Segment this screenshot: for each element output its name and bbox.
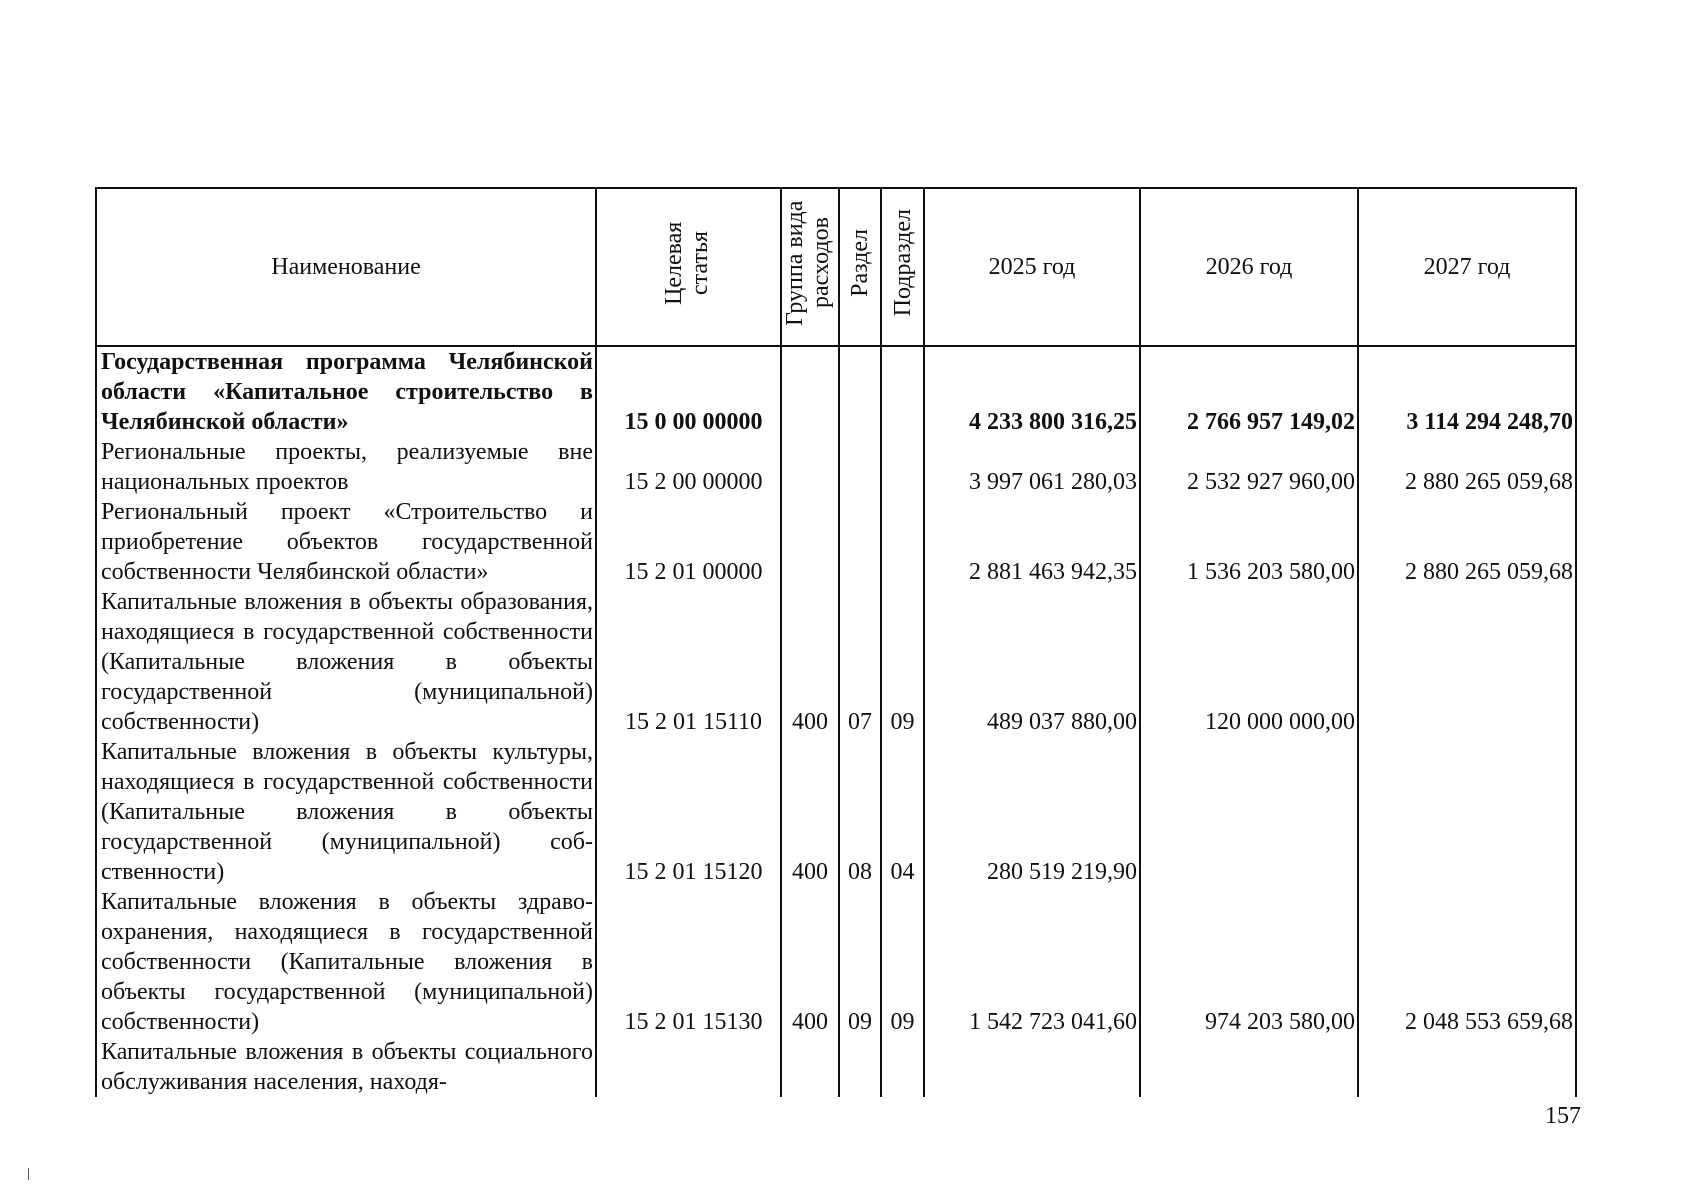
- header-year-2026-label: 2026 год: [1205, 254, 1293, 280]
- row-amount-2026: 2 532 927 960,00: [1140, 437, 1358, 497]
- row-target-article: 15 2 01 15130: [596, 887, 781, 1037]
- row-amount-2027: [1358, 587, 1576, 737]
- row-target-article: 15 0 00 00000: [596, 346, 781, 437]
- row-amount-2027: [1358, 1037, 1576, 1097]
- row-subsection: [881, 1037, 924, 1097]
- row-target-article: 15 2 01 15110: [596, 587, 781, 737]
- table-row: [96, 346, 1576, 437]
- table-row: [96, 1037, 1576, 1097]
- row-expense-group: [781, 346, 839, 437]
- row-name: Капитальные вложения в объекты социального обслуживания населения, находя-: [96, 1037, 596, 1097]
- row-name: Государственная программа Челябинской области «Капитальное строительство в Челябинской области»: [96, 346, 596, 437]
- row-subsection: 09: [881, 887, 924, 1037]
- row-target-article: [596, 1037, 781, 1097]
- row-name: Капитальные вложения в объекты здравоохранения, находящиеся в государственной собственности (Капитальные вложения в объекты государственной (муниципальной) собственности): [96, 887, 596, 1037]
- row-amount-2025: [924, 1037, 1140, 1097]
- header-subsection: [881, 188, 924, 346]
- header-year-2027: [1358, 188, 1576, 346]
- row-amount-2025: 2 881 463 942,35: [924, 497, 1140, 587]
- header-year-2027-label: 2027 год: [1423, 254, 1511, 280]
- row-amount-2025: 489 037 880,00: [924, 587, 1140, 737]
- row-expense-group: [781, 497, 839, 587]
- row-amount-2026: 2 766 957 149,02: [1140, 346, 1358, 437]
- row-amount-2025: 280 519 219,90: [924, 737, 1140, 887]
- header-year-2025-label: 2025 год: [988, 254, 1076, 280]
- table-row: [96, 887, 1576, 1037]
- row-amount-2026: 974 203 580,00: [1140, 887, 1358, 1037]
- row-amount-2026: 1 536 203 580,00: [1140, 497, 1358, 587]
- row-subsection: [881, 437, 924, 497]
- row-amount-2027: 3 114 294 248,70: [1358, 346, 1576, 437]
- header-name: [96, 188, 596, 346]
- row-expense-group: 400: [781, 887, 839, 1037]
- scan-edge-mark: [28, 1168, 29, 1180]
- row-amount-2027: 2 048 553 659,68: [1358, 887, 1576, 1037]
- row-name: Капитальные вложения в объекты образования, находящиеся в государственной собственности (Капитальные вложения в объекты государственной (муниципальной) собственности): [96, 587, 596, 737]
- row-target-article: 15 2 01 15120: [596, 737, 781, 887]
- row-subsection: [881, 497, 924, 587]
- table-row: [96, 497, 1576, 587]
- row-subsection: 04: [881, 737, 924, 887]
- row-section: 07: [839, 587, 881, 737]
- row-expense-group: 400: [781, 587, 839, 737]
- row-amount-2025: 4 233 800 316,25: [924, 346, 1140, 437]
- header-section-label: Раздел: [847, 229, 873, 297]
- row-name: Региональный проект «Строительство и приобретение объектов государственной собственности Челябинской области»: [96, 497, 596, 587]
- row-expense-group: 400: [781, 737, 839, 887]
- row-section: [839, 497, 881, 587]
- row-section: 08: [839, 737, 881, 887]
- row-amount-2026: [1140, 1037, 1358, 1097]
- row-section: [839, 1037, 881, 1097]
- row-target-article: 15 2 00 00000: [596, 437, 781, 497]
- table-row: [96, 737, 1576, 887]
- row-section: [839, 437, 881, 497]
- row-amount-2026: 120 000 000,00: [1140, 587, 1358, 737]
- header-expense-group-label: Группа вида расходов: [782, 200, 834, 326]
- table-row: [96, 437, 1576, 497]
- row-expense-group: [781, 1037, 839, 1097]
- row-name: Капитальные вложения в объекты культуры, находящиеся в государственной собственности (Капитальные вложения в объекты государственной (муниципальной) собственности): [96, 737, 596, 887]
- row-expense-group: [781, 437, 839, 497]
- table-row: [96, 587, 1576, 737]
- row-subsection: [881, 346, 924, 437]
- header-target-article-label: Целевая статья: [660, 221, 713, 305]
- row-target-article: 15 2 01 00000: [596, 497, 781, 587]
- row-amount-2027: 2 880 265 059,68: [1358, 497, 1576, 587]
- header-section: [839, 188, 881, 346]
- row-amount-2026: [1140, 737, 1358, 887]
- header-expense-group: [781, 188, 839, 346]
- row-name: Региональные проекты, реализуемые вне национальных проектов: [96, 437, 596, 497]
- page-number: 157: [1545, 1103, 1581, 1129]
- header-subsection-label: Подраздел: [889, 209, 916, 317]
- header-year-2026: [1140, 188, 1358, 346]
- row-subsection: 09: [881, 587, 924, 737]
- header-name-label: Наименование: [271, 254, 421, 280]
- budget-table: [95, 187, 1577, 1097]
- row-amount-2027: 2 880 265 059,68: [1358, 437, 1576, 497]
- row-section: 09: [839, 887, 881, 1037]
- header-target-article: [596, 188, 781, 346]
- row-section: [839, 346, 881, 437]
- row-amount-2025: 1 542 723 041,60: [924, 887, 1140, 1037]
- table-header-row: [96, 188, 1576, 346]
- row-amount-2025: 3 997 061 280,03: [924, 437, 1140, 497]
- row-amount-2027: [1358, 737, 1576, 887]
- header-year-2025: [924, 188, 1140, 346]
